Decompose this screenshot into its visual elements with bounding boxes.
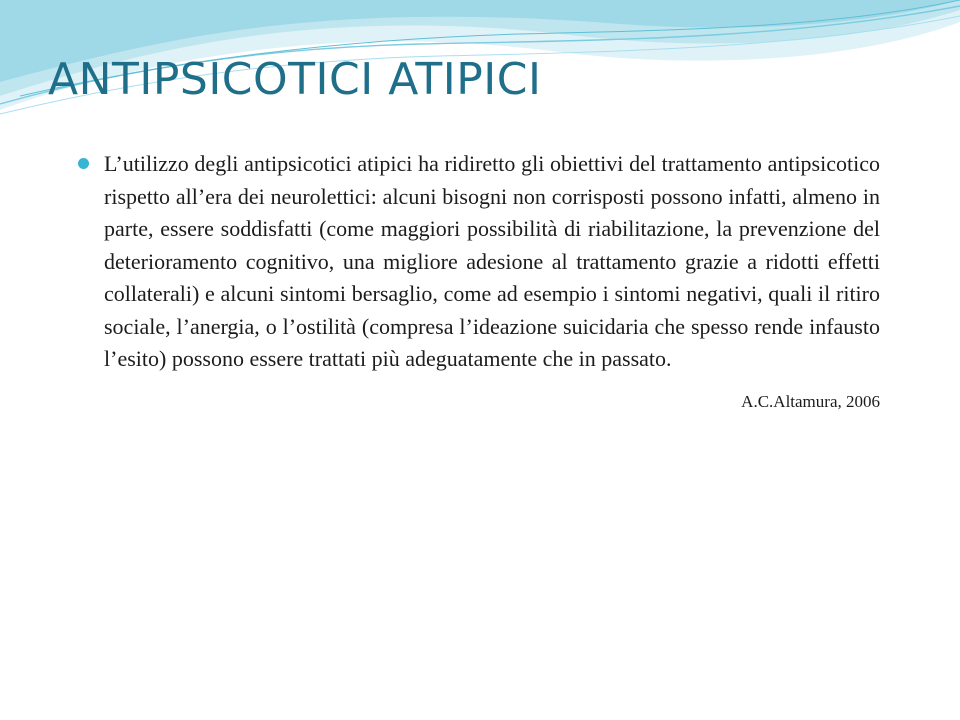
bullet-text: L’utilizzo degli antipsicotici atipici ha ridiretto gli obiettivi del trattamento antipsicotico rispetto all’era dei neurolettici: alcuni bisogni non corrisposti possono infatti, almeno in parte, essere soddisfatti (come maggiori possibilità di riabilitazione, la prevenzione del deterioramento cognitivo, una migliore adesione al trattamento grazie a ridotti effetti collaterali) e alcuni sintomi bersaglio, come ad esempio i sintomi negativi, quali il ritiro sociale, l’anergia, o l’ostilità (compresa l’ideazione suicidaria che spesso rende infausto l’esito) possono essere trattati più adeguatamente che in passato. [104, 151, 880, 371]
slide-title: ANTIPSICOTICI ATIPICI [48, 54, 542, 105]
round-bullet-icon [78, 158, 89, 169]
bullet-item [72, 148, 880, 376]
citation: A.C.Altamura, 2006 [741, 391, 880, 411]
slide-body [72, 148, 880, 412]
